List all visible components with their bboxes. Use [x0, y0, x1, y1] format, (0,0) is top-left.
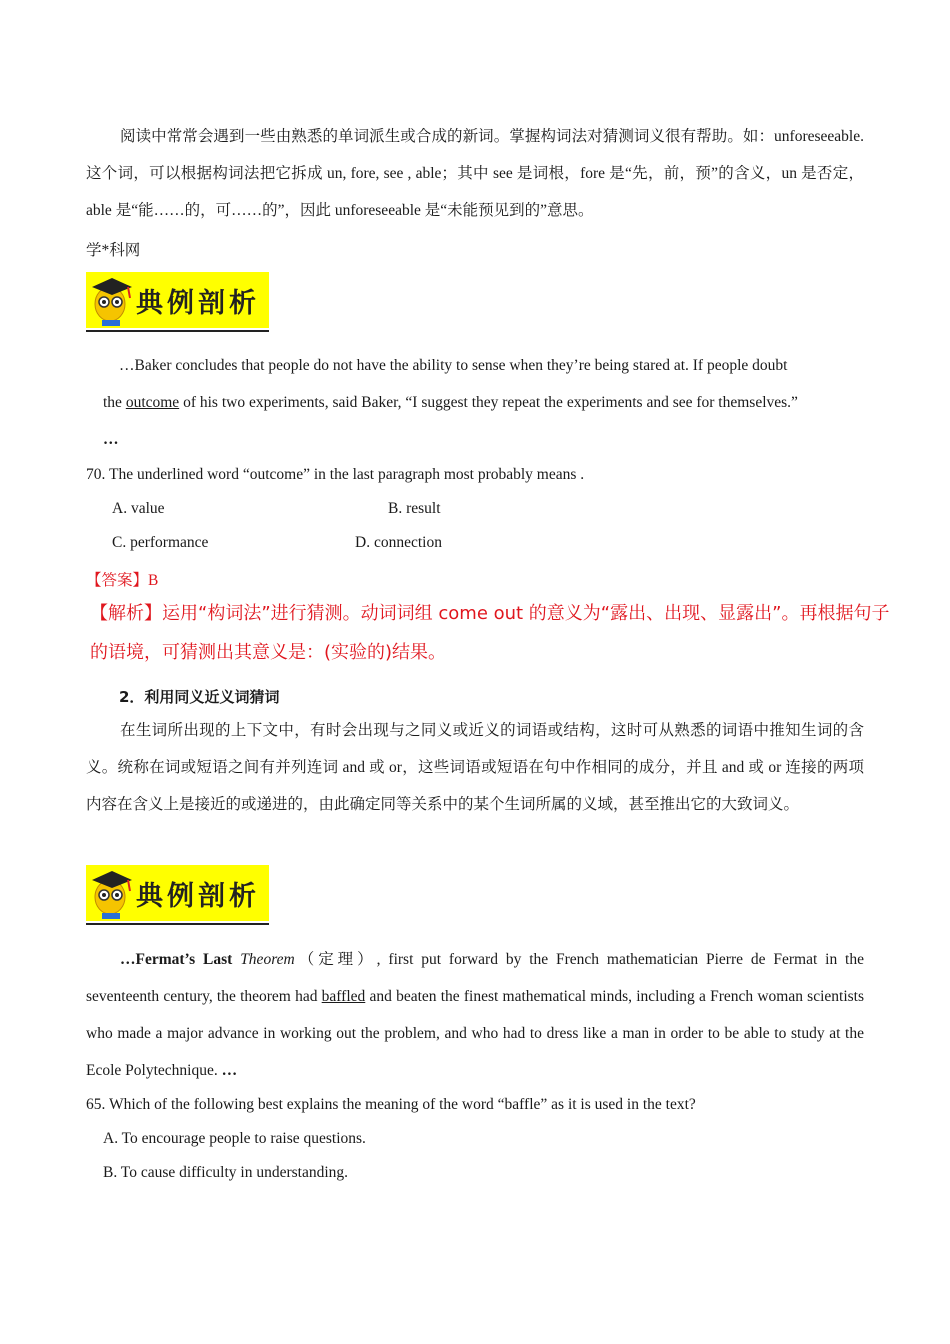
section-heading: 2．利用同义近义词猜词 [119, 688, 280, 706]
passage-line: the outcome of his two experiments, said Baker, “I suggest they repeat the experiments and see for themselves.” [103, 394, 798, 411]
question-text: 70. The underlined word “outcome” in the last paragraph most probably means . [86, 466, 585, 483]
option-b: B. To cause difficulty in understanding. [103, 1164, 349, 1181]
option-a: A. value [112, 500, 165, 517]
passage-line: …Baker concludes that people do not have the ability to sense when they’re being stared at. If people doubt [119, 357, 788, 374]
watermark-text: 学*科网 [86, 242, 141, 259]
scholar-mascot-icon [86, 865, 142, 921]
option-b: B. result [388, 500, 441, 517]
question-text: 65. Which of the following best explains the meaning of the word “baffle” as it is used in the text? [86, 1096, 696, 1113]
answer-value: B [148, 572, 159, 589]
answer-line [86, 568, 158, 590]
example-banner [86, 865, 271, 927]
analysis-text: 【解析】运用“构词法”进行猜测。动词词组 come out 的意义为“露出、出现、显露出”。再根据句子的语境，可猜测出其意义是：(实验的)结果。 [90, 603, 890, 663]
option-c: C. performance [112, 534, 209, 551]
underlined-word: baffled [321, 988, 366, 1005]
option-d: D. connection [355, 534, 442, 551]
underlined-word: outcome [125, 394, 180, 411]
option-a: A. To encourage people to raise questions. [103, 1130, 366, 1147]
passage-ellipsis: … [103, 431, 119, 448]
banner-title: 典例剖析 [136, 881, 260, 912]
answer-label: 【答案】 [86, 572, 149, 589]
passage-paragraph: …Fermat’s Last Theorem（定理）, first put forward by the French mathematician Pierre de Fermat in the seventeenth century, the theorem had baffled and beaten the finest mathematical minds, including a French woman scientists who made a major advance in working out the problem, and who had to dress like a man in order to be able to study at the Ecole Polytechnique. … [86, 951, 864, 1079]
intro-paragraph: 阅读中常常会遇到一些由熟悉的单词派生或合成的新词。掌握构词法对猜测词义很有帮助。如：unforeseeable.这个词，可以根据构词法把它拆成 un, fore, see , able；其中 see 是词根，fore 是“先，前，预”的含义，un 是否定，able 是“能……的，可……的”，因此 unforeseeable 是“未能预见到的”意思。 [86, 128, 864, 219]
scholar-mascot-icon [86, 272, 142, 328]
banner-title: 典例剖析 [136, 288, 260, 319]
example-banner [86, 272, 271, 334]
section-paragraph: 在生词所出现的上下文中，有时会出现与之同义或近义的词语或结构，这时可从熟悉的词语中推知生词的含义。统称在词或短语之间有并列连词 and 或 or，这些词语或短语在句中作相同的成分，并且 and 或 or 连接的两项内容在含义上是接近的或递进的，由此确定同等关系中的某个生词所属的义域，甚至推出它的大致词义。 [86, 722, 864, 813]
